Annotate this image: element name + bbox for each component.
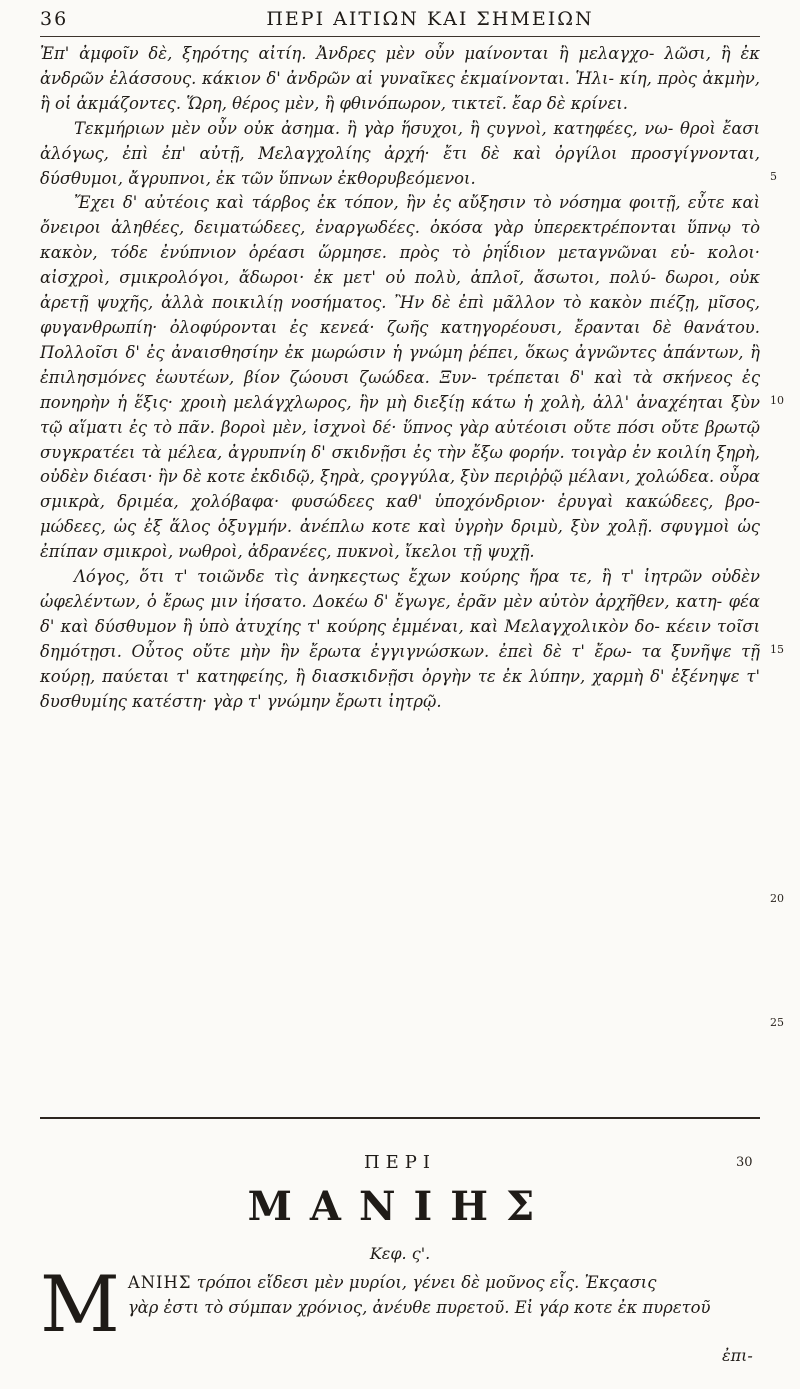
text-line: φέα δ' καὶ δύσθυμον ἢ ὑπὸ ἀτυχίης τ' κούρης ἐμμέναι, καὶ Μελαγχολικὸν δο- bbox=[40, 591, 760, 636]
opening-line-text: τρόποι εἴδεσι μὲν μυρίοι, γένει δὲ μοῦνος εἷς. Ἐκςασις bbox=[196, 1273, 657, 1292]
margin-line-number: 20 bbox=[770, 892, 784, 905]
running-header bbox=[40, 8, 760, 34]
text-line: καὶ ὄνειροι ἀληθέες, δειματώδεες, ἐναργωδέες. ὁκόσα γὰρ ὑπερεκτρέπονται bbox=[40, 193, 760, 238]
main-text bbox=[40, 42, 760, 714]
paragraph bbox=[40, 42, 760, 117]
text-line: δέ· ὕπνος γὰρ αὐτέοισι οὔτε πόσι οὔτε βρωτῷ συγκρατέει τὰ μέλεα, ἀγρυπνίη δ' bbox=[40, 417, 760, 462]
paragraph bbox=[40, 117, 760, 192]
text-line: σκιδνῇσι ἐς τὴν ἔξω φορήν. τοιγὰρ ἐν κοιλίη ξηρὴ, οὐδὲν διέασι· ἢν δὲ κοτε bbox=[40, 442, 760, 487]
text-line: σφυγμοὶ ὡς ἐπίπαν σμικροὶ, νωθροὶ, ἀδρανέες, πυκνοὶ, ἴκελοι τῇ ψυχῇ. bbox=[40, 517, 760, 562]
opening-smallcaps: ΑΝΙΗΣ bbox=[127, 1273, 192, 1292]
page-number: 36 bbox=[40, 8, 69, 30]
text-line: προσγίγνονται, δύσθυμοι, ἄγρυπνοι, ἐκ τῶν ὕπνων ἐκθορυβεόμενοι. bbox=[40, 143, 760, 188]
text-line: ὕπνῳ τὸ κακὸν, τόδε ἐνύπνιον ὁρέασι ὥρμησε. πρὸς τὸ ῥηΐδιον μεταγνῶναι εὐ- bbox=[40, 218, 760, 263]
drop-cap: Μ bbox=[40, 1260, 120, 1350]
text-line: κολοι· αἰσχροὶ, σμικρολόγοι, ἄδωροι· ἐκ μετ' οὐ πολὺ, ἁπλοῖ, ἄσωτοι, πολύ- bbox=[40, 243, 760, 288]
chapter-line bbox=[40, 1270, 760, 1295]
text-line: χαρμὴ δ' ἐξένηψε τ' δυσθυμίης κατέστη· γὰρ τ' γνώμην ἔρωτι ἰητρῷ. bbox=[40, 666, 760, 711]
text-line: ἔαρ δὲ κρίνει. bbox=[512, 93, 628, 113]
text-line: θροὶ ἔασι ἀλόγως, ἐπὶ ἐπ' αὐτῇ, Μελαγχολίης ἀρχή· ἔτι δὲ καὶ ὀργίλοι bbox=[40, 118, 760, 163]
text-line: κακὸν πιέζῃ, μῖσος, φυγανθρωπίη· ὀλοφύρονται ἐς κενεά· ζωῆς κατηγορέουσι, bbox=[40, 293, 760, 337]
page-number-right: 30 bbox=[736, 1155, 753, 1170]
text-line: λῶσι, ἢ ἐκ ἀνδρῶν ἐλάσσους. κάκιον δ' ἀνδρῶν αἱ γυναῖκες ἐκμαίνονται. Ἡλι- bbox=[40, 44, 760, 88]
text-line: Ἐπ' ἀμφοῖν δὲ, ξηρότης αἰτίη. Ἀνδρες μὲν οὖν μαίνονται ἢ μελαγχο- bbox=[40, 44, 655, 63]
text-line: τρέπεται δ' καὶ τὰ σκήνεος ἐς πονηρὴν ἡ ἕξις· χροιὴ μελάγχλωρος, ἢν μὴ bbox=[40, 367, 760, 412]
text-line: κίη, πρὸς ἀκμὴν, ἢ οἱ ἀκμάζοντες. Ὥρη, θέρος μὲν, ἢ φθινόπωρον, τικτεῖ. bbox=[40, 68, 760, 113]
catchword: ἐπι- bbox=[722, 1346, 753, 1365]
text-line: διεξίῃ κάτω ἡ χολὴ, ἀλλ' ἀναχέηται ξὺν τῷ αἵματι ἐς τὸ πᾶν. βοροὶ μὲν, ἰσχνοὶ bbox=[40, 392, 760, 437]
margin-line-number: 10 bbox=[770, 394, 784, 407]
text-line: μώδεες, ὡς ἐξ ἅλος ὀξυγμήν. ἀνέπλω κοτε καὶ ὑγρὴν δριμὺ, ξὺν χολῇ. bbox=[40, 517, 653, 537]
paragraph bbox=[40, 191, 760, 565]
chapter-opening bbox=[40, 1260, 760, 1350]
paragraph bbox=[40, 565, 760, 714]
chapter-label: Κεφ. ς'. bbox=[369, 1244, 431, 1263]
text-line: Λόγος, ὅτι τ' τοιῶνδε τὶς ἀνηκεςτως ἔχων κούρης ἤρα τε, ἢ τ' ἰητρῶν οὐδὲν bbox=[74, 567, 760, 587]
text-line: Τεκμήριων μὲν οὖν οὐκ ἀσημα. ἢ γὰρ ἥσυχοι, ἢ ςυγνοὶ, κατηφέες, νω- bbox=[74, 118, 674, 138]
text-line: δριμέα, χολόβαφα· φυσώδεες καθ' ὑποχόνδριον· ἐρυγαὶ κακώδεες, βρο- bbox=[117, 492, 760, 512]
section-divider bbox=[40, 1117, 760, 1119]
section-title: ΜΑΝΙΗΣ bbox=[247, 1183, 553, 1230]
text-line: ἐκδιδῷ, ξηρὰ, ςρογγύλα, ξὺν περιῤῥῷ μέλανι, χολώδεα. οὖρα σμικρὰ, bbox=[40, 467, 760, 512]
text-line: τα ξυνῆψε τῇ κούρῃ, παύεται τ' κατηφείης, ἢ διασκιδνῇσι ὀργὴν τε ἐκ λύπην, bbox=[40, 641, 760, 686]
margin-line-number: 25 bbox=[770, 1016, 784, 1029]
text-line: δωροι, οὐκ ἀρετῇ ψυχῆς, ἀλλὰ ποικιλίῃ νοσήματος. Ἢν δὲ ἐπὶ μᾶλλον τὸ bbox=[40, 268, 761, 313]
chapter-line: γὰρ ἐστι τὸ σύμπαν χρόνιος, ἀνέυθε πυρετοῦ. Εἰ γάρ κοτε ἐκ πυρετοῦ bbox=[127, 1298, 711, 1317]
running-title: ΠΕΡΙ ΑΙΤΙΩΝ ΚΑΙ ΣΗΜΕΙΩΝ bbox=[266, 8, 594, 30]
text-line: κέειν τοῖσι δημότῃσι. Οὗτος οὔτε μὴν ἢν ἔρωτα ἐγγιγνώσκων. ἐπεὶ δὲ τ' ἔρω- bbox=[40, 616, 760, 661]
header-rule bbox=[40, 36, 760, 37]
text-line: ὅκως ἀγνῶντες ἁπάντων, ἢ ἐπιλησμόνες ἑωυτέων, βίον ζώουσι ζωώδεα. Ξυν- bbox=[40, 342, 760, 387]
margin-line-number: 5 bbox=[770, 170, 777, 183]
text-line: Ἔχει δ' αὐτέοις καὶ τάρβος ἐκ τόπον, ἢν ἐς αὔξησιν τὸ νόσημα φοιτῇ, εὖτε bbox=[74, 193, 725, 213]
text-line: ὠφελέντων, ὁ ἔρως μιν ἰήσατο. Δοκέω δ' ἔγωγε, ἐρᾶν μὲν αὐτὸν ἀρχῆθεν, κατη- bbox=[40, 591, 723, 611]
section-heading-peri: ΠΕΡΙ bbox=[363, 1152, 437, 1173]
margin-line-number: 15 bbox=[770, 643, 784, 656]
text-line: ἔρανται δὲ θανάτου. Πολλοῖσι δ' ἐς ἀναισθησίην ἐκ μωρώσιν ἡ γνώμη ῥέπει, bbox=[40, 317, 760, 362]
